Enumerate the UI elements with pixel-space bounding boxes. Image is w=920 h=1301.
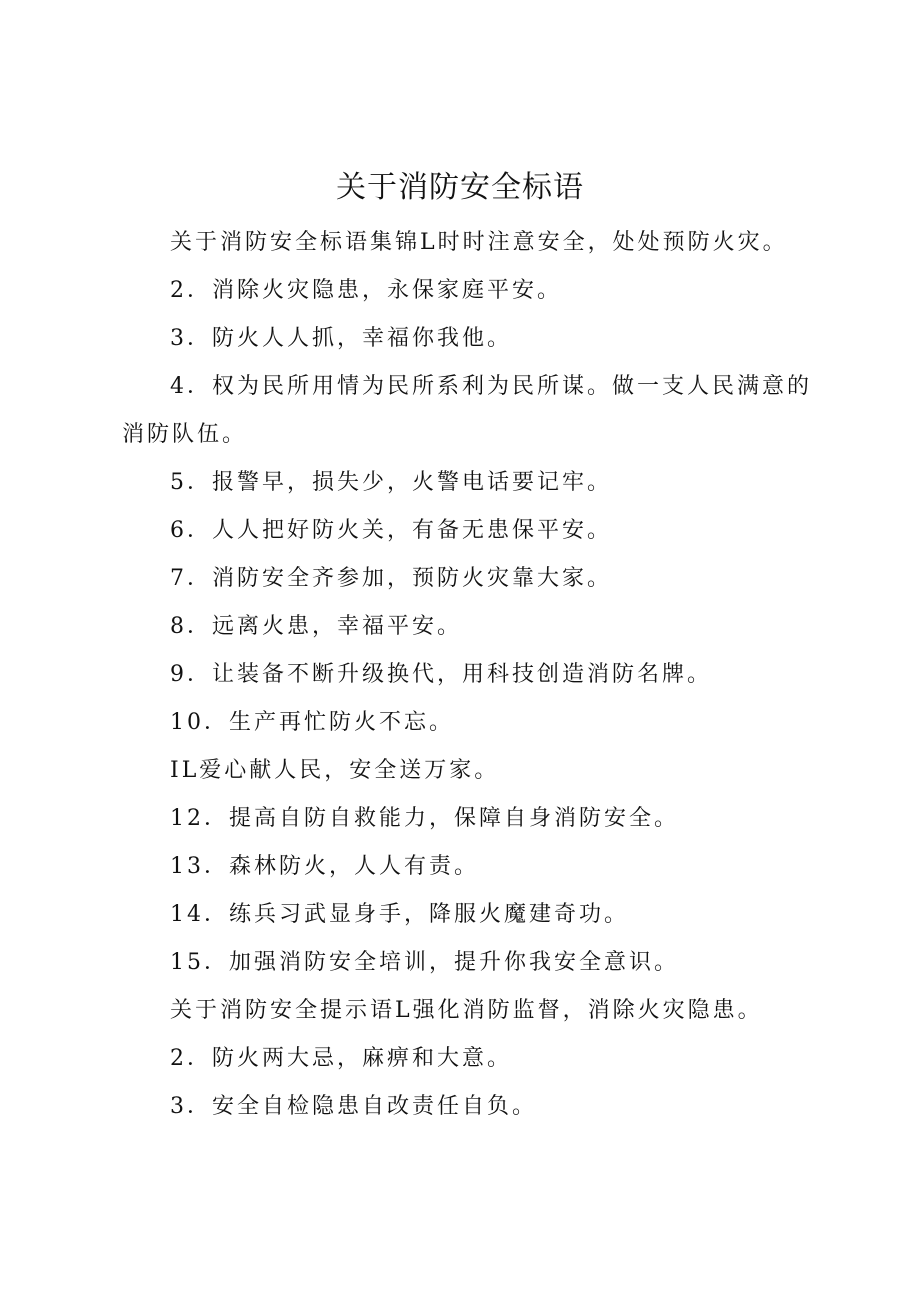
paragraph: 3．安全自检隐患自改责任自负。 <box>170 1094 537 1119</box>
paragraph: 15．加强消防安全培训，提升你我安全意识。 <box>170 950 679 975</box>
paragraph: 13．森林防火，人人有责。 <box>170 854 479 879</box>
paragraph: 2．防火两大忌，麻痹和大意。 <box>170 1046 512 1071</box>
document-title: 关于消防安全标语 <box>336 170 584 205</box>
paragraph: IL爱心献人民，安全送万家。 <box>170 758 500 783</box>
paragraph: 8．远离火患，幸福平安。 <box>170 614 462 639</box>
paragraph: 12．提高自防自救能力，保障自身消防安全。 <box>170 806 679 831</box>
paragraph: 5．报警早，损失少，火警电话要记牢。 <box>170 470 612 495</box>
paragraph: 关于消防安全标语集锦L时时注意安全，处处预防火灾。 <box>170 230 788 255</box>
paragraph: 2．消除火灾隐患，永保家庭平安。 <box>170 278 562 303</box>
paragraph: 10．生产再忙防火不忘。 <box>170 710 454 735</box>
paragraph: 6．人人把好防火关，有备无患保平安。 <box>170 518 612 543</box>
paragraph: 7．消防安全齐参加，预防火灾靠大家。 <box>170 566 612 591</box>
paragraph: 3．防火人人抓，幸福你我他。 <box>170 326 512 351</box>
paragraph: 4．权为民所用情为民所系利为民所谋。做一支人民满意的消防队伍。 <box>122 374 812 447</box>
document-body <box>122 219 812 1131</box>
paragraph: 9．让装备不断升级换代，用科技创造消防名牌。 <box>170 662 712 687</box>
paragraph: 关于消防安全提示语L强化消防监督，消除火灾隐患。 <box>170 998 763 1023</box>
paragraph: 14．练兵习武显身手，降服火魔建奇功。 <box>170 902 629 927</box>
